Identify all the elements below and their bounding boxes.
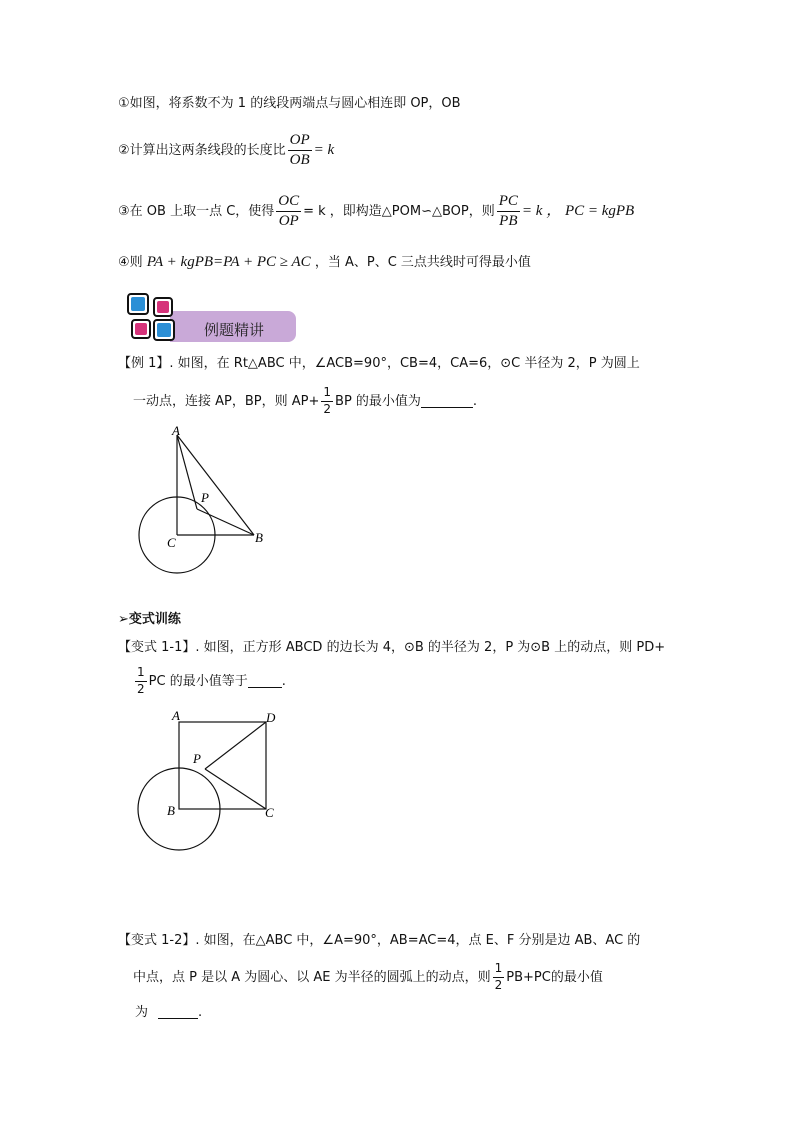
step-2-equals: = k — [313, 142, 335, 159]
variant-1-1-line-1: 【变式 1-1】. 如图，正方形 ABCD 的边长为 4，⊙B 的半径为 2，P 为⊙B 上的动点，则 PD+ — [118, 640, 666, 655]
fraction-numerator: 1 — [493, 962, 505, 978]
label-a: A — [172, 423, 180, 438]
fraction-one-half — [493, 962, 505, 993]
fraction-numerator: 1 — [321, 386, 333, 402]
variant-1-2-line-2 — [133, 962, 603, 993]
label-p: P — [201, 490, 209, 505]
variant-1-1-line-2 — [133, 666, 286, 697]
step-4-conclusion: ，当 A、P、C 三点共线时可得最小值 — [314, 255, 531, 270]
step-2 — [118, 132, 334, 170]
variant-1-2-prefix: 为 — [135, 1005, 149, 1020]
variant-1-2-line-1: 【变式 1-2】. 如图，在△ABC 中，∠A=90°，AB=AC=4，点 E、F 分别是边 AB、AC 的 — [118, 933, 641, 948]
fraction-denominator: OB — [289, 152, 310, 169]
example-1-line-1: 【例 1】. 如图，在 Rt△ABC 中，∠ACB=90°，CB=4，CA=6，⊙C 半径为 2，P 为圆上 — [118, 356, 640, 371]
period: . — [472, 393, 478, 409]
fraction-numerator: 1 — [135, 666, 147, 682]
fraction-numerator: PC — [497, 193, 520, 212]
variant-1-2-line-3 — [135, 1006, 202, 1019]
fraction-one-half — [135, 666, 147, 697]
period: . — [281, 673, 286, 689]
label-b: B — [167, 803, 175, 818]
variant-1-1-question: PC 的最小值等于 — [148, 673, 248, 689]
figure-example-1 — [130, 420, 280, 580]
step-3-text: ③在 OB 上取一点 C，使得 — [118, 204, 275, 220]
section-title: ➢变式训练 — [118, 612, 181, 627]
step-4-text: ④则 — [118, 255, 143, 270]
label-c: C — [167, 535, 176, 550]
banner-title: 例题精讲 — [204, 321, 265, 339]
fraction-denominator: 2 — [137, 681, 145, 696]
figure-variant-1-1 — [130, 705, 290, 853]
example-1-line-2 — [133, 386, 477, 417]
step-4 — [118, 255, 531, 270]
ratio-op-ob — [288, 132, 312, 170]
period: . — [198, 1005, 203, 1020]
fraction-denominator: 2 — [494, 977, 503, 992]
label-b: B — [255, 530, 263, 545]
variant-1-2-text: 中点，点 P 是以 A 为圆心、以 AE 为半径的圆弧上的动点，则 — [133, 969, 491, 985]
answer-blank — [248, 675, 282, 688]
step-1: ①如图，将系数不为 1 的线段两端点与圆心相连即 OP，OB — [118, 96, 461, 111]
segment-pd — [205, 722, 266, 769]
fraction-numerator: OP — [288, 132, 312, 151]
step-3 — [118, 193, 634, 231]
label-d: D — [266, 710, 276, 725]
fraction-denominator: OP — [278, 213, 299, 230]
answer-blank — [158, 1006, 198, 1019]
variant-1-2-question: PB+PC的最小值 — [506, 969, 603, 985]
fraction-one-half — [321, 386, 333, 417]
step-3-result: = k ， PC = kgPB — [521, 203, 635, 220]
example-1-question: BP 的最小值为 — [335, 393, 421, 409]
fraction-denominator: PB — [499, 213, 518, 230]
label-c: C — [265, 805, 274, 820]
fraction-denominator: 2 — [323, 401, 332, 416]
ratio-oc-op — [276, 193, 301, 231]
step-4-expression: PA + kgPB=PA + PC ≥ AC — [146, 254, 311, 270]
step-2-text: ②计算出这两条线段的长度比 — [118, 143, 286, 159]
label-a: A — [172, 708, 180, 723]
segment-pb — [197, 509, 254, 535]
ratio-pc-pb — [497, 193, 520, 231]
fraction-numerator: OC — [276, 193, 301, 212]
puzzle-icon — [127, 293, 177, 343]
step-3-middle: = k ，即构造△POM∽△BOP，则 — [303, 204, 495, 220]
label-p: P — [193, 751, 201, 766]
example-1-text: 一动点，连接 AP，BP，则 AP+ — [133, 393, 320, 409]
segment-ab — [177, 435, 254, 535]
answer-blank — [421, 395, 473, 408]
